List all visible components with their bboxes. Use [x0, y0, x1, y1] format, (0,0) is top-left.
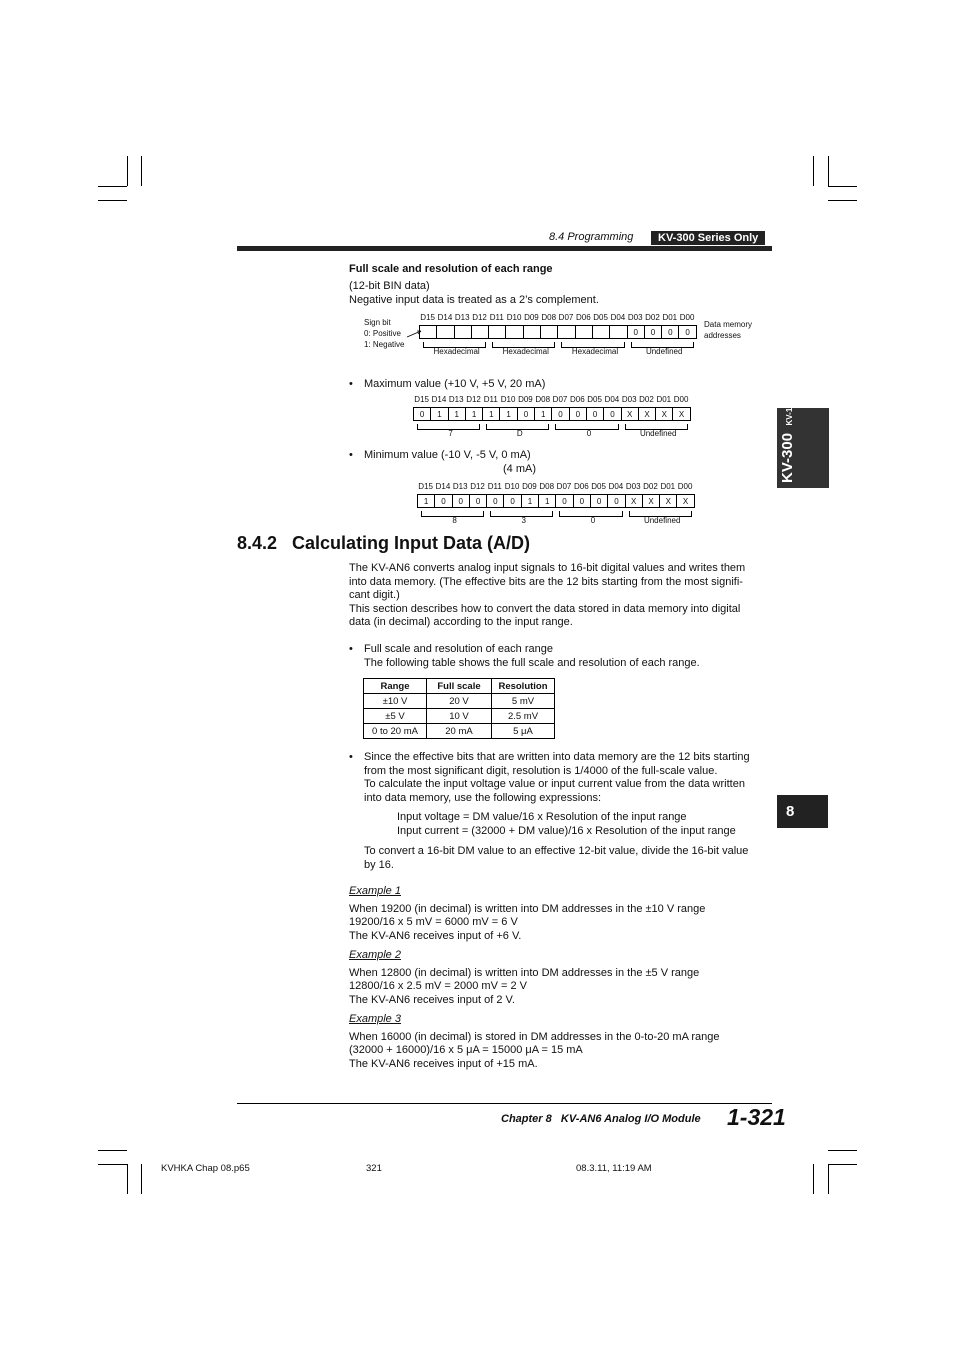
bit-header-2 — [413, 395, 690, 404]
bit-label: D11 — [487, 482, 502, 491]
table-cell: ±10 V — [364, 694, 427, 709]
bit-cells-3 — [417, 494, 695, 508]
example-3 — [349, 1013, 720, 1071]
bit-cell: 0 — [628, 325, 645, 339]
convert-paragraph — [364, 845, 774, 872]
bit-label: D12 — [466, 395, 481, 404]
bit-label: D06 — [569, 395, 585, 404]
section-title: 8.4.2 Calculating Input Data (A/D) — [237, 533, 531, 553]
bit-label: D15 — [414, 395, 429, 404]
max-bullet: • — [349, 378, 353, 390]
bit-label: D01 — [656, 395, 672, 404]
series-badge: KV-300 Series Only — [651, 231, 765, 245]
bullet-dot: • — [349, 751, 353, 763]
expression-current: Input current = (32000 + DM value)/16 x Resolution of the input range — [397, 825, 736, 837]
bit-label: D01 — [660, 482, 676, 491]
since-line: from the most significant digit, resolution is 1/4000 of the full-scale value. — [364, 764, 718, 777]
bit-label: D05 — [587, 395, 602, 404]
bit-label: D04 — [604, 395, 620, 404]
bit-cell: 0 — [645, 325, 662, 339]
bit-cell: 0 — [662, 325, 679, 339]
footer-chapter: Chapter 8 KV-AN6 Analog I/O Module — [501, 1113, 701, 1125]
bit-label: D09 — [518, 395, 533, 404]
bin-line1: (12-bit BIN data) — [349, 280, 430, 292]
group-label: Hexadecimal — [433, 347, 480, 356]
bit-label: D09 — [522, 482, 537, 491]
bit-label: D10 — [500, 395, 516, 404]
print-file: KVHKA Chap 08.p65 — [161, 1163, 250, 1174]
table-cell: 5 μA — [492, 724, 555, 739]
bit-cells-2 — [413, 407, 691, 421]
side-tab[interactable] — [777, 392, 829, 488]
example-line: The KV-AN6 receives input of +6 V. — [349, 929, 522, 942]
min-bullet: • — [349, 449, 353, 461]
bit-label: D06 — [573, 482, 589, 491]
bit-cell: X — [677, 494, 694, 508]
intro-line: This section describes how to convert the data stored in data memory into digital — [349, 602, 741, 615]
bit-cell: X — [626, 494, 643, 508]
since-paragraph — [364, 751, 774, 805]
bit-cell: 1 — [500, 407, 517, 421]
bit-cell: 1 — [483, 407, 500, 421]
bit-label: D15 — [418, 482, 433, 491]
example-line: When 12800 (in decimal) is written into DM addresses in the ±5 V range — [349, 966, 700, 979]
table-header: Full scale — [427, 679, 492, 694]
bit-cell: 1 — [418, 494, 435, 508]
group-label: Undefined — [639, 429, 677, 438]
bit-cell: 0 — [414, 407, 431, 421]
bit-cell: 0 — [487, 494, 504, 508]
positive-label: 0: Positive — [364, 329, 401, 338]
bit-label: D00 — [677, 482, 693, 491]
expression-voltage: Input voltage = DM value/16 x Resolution of the input range — [397, 811, 687, 823]
max-label: Maximum value (+10 V, +5 V, 20 mA) — [364, 378, 546, 390]
bit-cell — [541, 325, 558, 339]
bit-cell: 0 — [591, 494, 608, 508]
bit-label: D11 — [483, 395, 498, 404]
table-cell: 2.5 mV — [492, 709, 555, 724]
example-2 — [349, 949, 699, 1007]
bit-label: D14 — [435, 482, 451, 491]
bit-header-1 — [419, 313, 696, 322]
example-title: Example 2 — [349, 949, 401, 961]
bit-cell: X — [673, 407, 690, 421]
convert-line: To convert a 16-bit DM value to an effective 12-bit value, divide the 16-bit value — [364, 845, 749, 857]
bit-label: D12 — [472, 313, 487, 322]
bit-cell: X — [643, 494, 660, 508]
bit-cell: 1 — [466, 407, 483, 421]
bit-label: D09 — [524, 313, 539, 322]
intro-line: data (in decimal) according to the input range. — [349, 616, 573, 628]
dm-label1: Data memory — [704, 320, 753, 329]
example-1 — [349, 885, 705, 943]
group-label: 0 — [590, 516, 596, 525]
table-cell: ±5 V — [364, 709, 427, 724]
example-line: 19200/16 x 5 mV = 6000 mV = 6 V — [349, 916, 518, 928]
bit-cell: 0 — [574, 494, 591, 508]
chapter-tab[interactable]: 8 — [777, 795, 828, 828]
bit-cell: X — [656, 407, 673, 421]
bit-cell: 0 — [435, 494, 452, 508]
example-line: When 19200 (in decimal) is written into DM addresses in the ±10 V range — [349, 902, 706, 915]
table-header: Resolution — [492, 679, 555, 694]
bit-label: D13 — [452, 482, 468, 491]
bit-label: D05 — [591, 482, 606, 491]
group-label: 8 — [452, 516, 457, 525]
bit-label: D01 — [662, 313, 678, 322]
table-row — [364, 724, 555, 739]
table-row — [364, 694, 555, 709]
bit-cell — [420, 325, 437, 339]
table-cell: 10 V — [427, 709, 492, 724]
bit-label: D08 — [539, 482, 555, 491]
since-line: To calculate the input voltage value or input current value from the data written — [364, 778, 745, 790]
intro-line: cant digit.) — [349, 589, 400, 601]
bit-cell — [610, 325, 627, 339]
bit-cell — [524, 325, 541, 339]
page-number: 1-321 — [727, 1104, 786, 1130]
example-line: 12800/16 x 2.5 mV = 2000 mV = 2 V — [349, 980, 527, 992]
group-label: Hexadecimal — [502, 347, 549, 356]
bit-label: D00 — [679, 313, 695, 322]
since-line: into data memory, use the following expressions: — [364, 791, 602, 804]
intro-line: into data memory. (The effective bits are the 12 bits starting from the most signifi- — [349, 575, 743, 588]
bit-cell — [472, 325, 489, 339]
example-line: When 16000 (in decimal) is stored in DM addresses in the 0-to-20 mA range — [349, 1030, 720, 1043]
bit-cell: 0 — [470, 494, 487, 508]
example-title: Example 3 — [349, 1013, 401, 1025]
table-header-row — [364, 679, 555, 694]
header-rule — [237, 246, 772, 251]
bit-label: D11 — [489, 313, 504, 322]
bit-cells-1 — [419, 325, 697, 339]
bit-cell: 0 — [570, 407, 587, 421]
range-table — [363, 678, 555, 739]
group-label: Hexadecimal — [571, 347, 619, 356]
table-cell: 5 mV — [492, 694, 555, 709]
example-line: (32000 + 16000)/16 x 5 μA = 15000 μA = 15 mA — [349, 1044, 583, 1056]
bit-cell: X — [639, 407, 656, 421]
bit-label: D03 — [621, 395, 637, 404]
bit-label: D13 — [448, 395, 464, 404]
sign-bit-label: Sign bit — [364, 318, 391, 327]
section-header: 8.4 Programming — [549, 231, 634, 243]
bit-label: D06 — [575, 313, 591, 322]
bit-label: D14 — [431, 395, 447, 404]
bit-label: D02 — [639, 395, 654, 404]
bit-cell: 1 — [522, 494, 539, 508]
bit-cell: 1 — [535, 407, 552, 421]
bit-label: D14 — [437, 313, 453, 322]
bit-cell: 0 — [608, 494, 625, 508]
bit-label: D07 — [556, 482, 572, 491]
bit-label: D05 — [593, 313, 608, 322]
fullscale-heading: Full scale and resolution of each range — [349, 263, 553, 275]
bit-cell: 0 — [504, 494, 521, 508]
negative-label: 1: Negative — [364, 340, 405, 349]
table-cell: 20 V — [427, 694, 492, 709]
print-date: 08.3.11, 11:19 AM — [576, 1163, 652, 1174]
bit-label: D04 — [608, 482, 624, 491]
bin-line2: Negative input data is treated as a 2’s complement. — [349, 294, 599, 306]
bit-cell: 1 — [431, 407, 448, 421]
bit-cell — [455, 325, 472, 339]
bit-cell: 0 — [587, 407, 604, 421]
bullet-fs: Full scale and resolution of each range — [364, 643, 553, 655]
bit-cell: X — [660, 494, 677, 508]
bit-cell: 0 — [604, 407, 621, 421]
group-label: D — [516, 429, 523, 438]
example-line: The KV-AN6 receives input of 2 V. — [349, 993, 515, 1006]
bullet-fs2: The following table shows the full scale and resolution of each range. — [364, 657, 700, 669]
bit-cell: 1 — [449, 407, 466, 421]
example-line: The KV-AN6 receives input of +15 mA. — [349, 1057, 538, 1070]
bit-cell: 0 — [679, 325, 696, 339]
table-cell: 0 to 20 mA — [364, 724, 427, 739]
side-tab-title: KV-300 — [779, 432, 796, 483]
example-title: Example 1 — [349, 885, 401, 897]
bit-label: D02 — [643, 482, 658, 491]
bit-label: D08 — [535, 395, 551, 404]
bit-cell — [558, 325, 575, 339]
bit-cell — [489, 325, 506, 339]
since-line: Since the effective bits that are written into data memory are the 12 bits starting — [364, 751, 750, 763]
table-cell: 20 mA — [427, 724, 492, 739]
table-header: Range — [364, 679, 427, 694]
dm-label2: addresses — [704, 331, 741, 340]
bit-cell: 0 — [453, 494, 470, 508]
bit-cell: 0 — [552, 407, 569, 421]
bit-label: D10 — [504, 482, 520, 491]
bit-cell: X — [622, 407, 639, 421]
group-label: 0 — [586, 429, 592, 438]
bit-label: D13 — [454, 313, 470, 322]
convert-line: by 16. — [364, 858, 394, 871]
bit-label: D07 — [558, 313, 574, 322]
group-label: 3 — [521, 516, 526, 525]
bit-label: D03 — [625, 482, 641, 491]
min-label2: (4 mA) — [503, 463, 536, 475]
bit-cell — [506, 325, 523, 339]
intro-line: The KV-AN6 converts analog input signals to 16-bit digital values and writes them — [349, 562, 746, 574]
bullet-dot: • — [349, 643, 353, 655]
group-label: Undefined — [643, 516, 681, 525]
footer-rule — [237, 1103, 772, 1104]
bit-cell — [593, 325, 610, 339]
group-label: 7 — [448, 429, 453, 438]
side-tab-subtitle: KV-10/80 — [785, 392, 794, 426]
bit-label: D10 — [506, 313, 522, 322]
table-row — [364, 709, 555, 724]
bit-label: D03 — [627, 313, 643, 322]
bit-cell: 0 — [518, 407, 535, 421]
bit-cell — [576, 325, 593, 339]
intro-paragraph — [349, 562, 769, 630]
bit-cell: 0 — [556, 494, 573, 508]
group-label: Undefined — [645, 347, 683, 356]
bit-cell: 1 — [539, 494, 556, 508]
bit-label: D00 — [673, 395, 689, 404]
print-num: 321 — [366, 1163, 382, 1174]
bit-label: D08 — [541, 313, 557, 322]
bit-header-3 — [417, 482, 694, 491]
bit-label: D02 — [645, 313, 660, 322]
bit-label: D07 — [552, 395, 568, 404]
min-label: Minimum value (-10 V, -5 V, 0 mA) — [364, 449, 531, 461]
bit-label: D15 — [420, 313, 435, 322]
bit-label: D12 — [470, 482, 485, 491]
bit-label: D04 — [610, 313, 626, 322]
bit-cell — [437, 325, 454, 339]
